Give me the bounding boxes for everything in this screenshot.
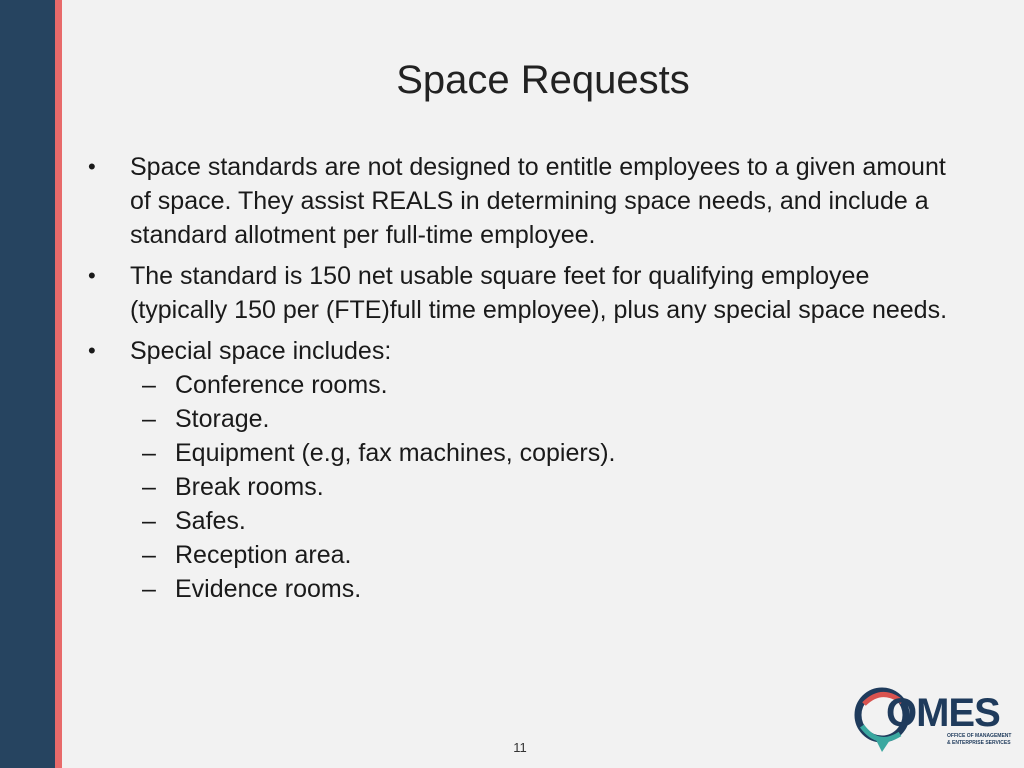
bullet-glyph: • (88, 338, 96, 363)
dash-glyph: – (142, 575, 156, 603)
page-number: 11 (513, 740, 527, 755)
bullet-item (88, 259, 968, 327)
bullet-glyph: • (88, 154, 96, 179)
bullet-glyph: • (88, 263, 96, 288)
bullet-text: Special space includes: (130, 337, 392, 365)
logo-wordmark: OMES (886, 691, 1000, 735)
dash-glyph: – (142, 439, 156, 467)
bullet-item (88, 334, 968, 368)
sub-item-text: Reception area. (175, 541, 352, 569)
dash-glyph: – (142, 371, 156, 399)
dash-glyph: – (142, 405, 156, 433)
dash-glyph: – (142, 541, 156, 569)
logo-swirl-tail (876, 740, 890, 752)
bullet-text: Space standards are not designed to entitle employees to a given amount of space. They assist REALS in determining space needs, and include a standard allotment per full-time employee. (130, 153, 946, 249)
slide-content (88, 150, 968, 606)
sub-item (130, 504, 968, 538)
sub-item-text: Evidence rooms. (175, 575, 362, 603)
dash-glyph: – (142, 473, 156, 501)
sidebar-band (0, 0, 55, 768)
sub-item-text: Storage. (175, 405, 270, 433)
sub-item (130, 402, 968, 436)
sub-item-text: Equipment (e.g, fax machines, copiers). (175, 439, 616, 467)
sub-item-text: Conference rooms. (175, 371, 388, 399)
omes-logo (852, 682, 1012, 754)
sub-item (130, 572, 968, 606)
sub-item-text: Break rooms. (175, 473, 324, 501)
sub-item (130, 538, 968, 572)
bullet-item (88, 150, 968, 252)
logo-tagline-line2: & ENTERPRISE SERVICES (947, 740, 1011, 746)
sidebar-accent-stripe (55, 0, 62, 768)
dash-glyph: – (142, 507, 156, 535)
sub-item (130, 368, 968, 402)
sub-item (130, 436, 968, 470)
sub-item (130, 470, 968, 504)
logo-tagline-line1: OFFICE OF MANAGEMENT (947, 733, 1012, 739)
sub-item-text: Safes. (175, 507, 246, 535)
slide-title: Space Requests (396, 58, 690, 102)
bullet-text: The standard is 150 net usable square feet for qualifying employee (typically 150 per (FTE)full time employee), plus any special space needs. (130, 262, 948, 324)
